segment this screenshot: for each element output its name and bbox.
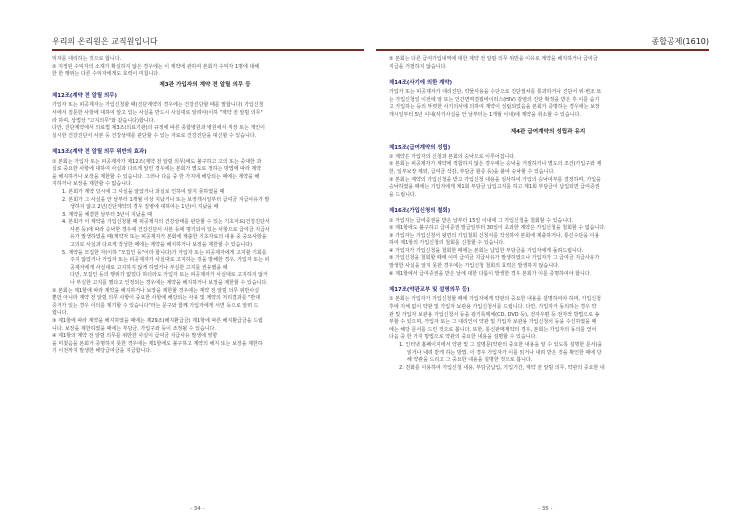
paragraph-line: 관 및 가입자 보관용 가입신청서 등을 광기록매체(CD, DVD 등), 전자우편 등 전자적 방법으로 송 [389, 311, 600, 318]
paragraph-line: 라 하며, 상법상 "고지의무"와 같습니다)합니다. [52, 117, 156, 124]
header-rule-right [376, 49, 709, 51]
chapter-heading: 제3관 가입자의 계약 전 알릴 의무 등 [159, 82, 251, 89]
paragraph-line: 개시일부터 5년 이내(사기사실을 안 날부터는 1개월 이내)에 계약을 취소할 수 있습니다. [389, 112, 581, 119]
paragraph-line: 립니다. [52, 310, 69, 317]
paragraph-line: 실시한 건강진단서 사본 등 건강상태를 판단할 수 있는 자료로 건강진단을 대신할 수 있습니다. [52, 132, 257, 139]
list-item-continuation: 읽거나 내려 받게 하는 방법. 이 경우 가입자가 이를 읽거나 내려 받은 것을 확인한 때에 당 [407, 349, 602, 356]
paragraph-line: 뿐만 아니라 계약 전 알릴 의무 사항이 중요한 사항에 해당되는 사유 및 계약의 처리결과를 "반대 [52, 295, 261, 302]
paragraph-line: ② 본회는 피공제자가 계약에 적합하지 않은 경우에는 승낙을 거절하거나 별도의 조건(가입구좌 제 [389, 161, 602, 168]
paragraph-line: 부할 수 있으며, 가입자 또는 그 대리인이 약관 및 가입자 보관용 가입신청서 등을 수신하였을 때 [389, 319, 597, 326]
paragraph-line: 다만, 진단계약에서 의료법 제3조(의료기관)의 규정에 따른 종합병원과 병원에서 직장 또는 개인이 [52, 125, 265, 132]
list-item-continuation: 다만, 모집인 등의 행위가 없었다 하더라도 가입자 또는 피공제자가 사실대로 고지하지 않거 [70, 272, 268, 279]
list-item: 1. 본회가 계약 당시에 그 사실을 알았거나 과실로 인하여 알지 못하였을 때 [62, 188, 225, 195]
list-item-continuation: 고의로 사실과 다르게 작성한 때에는 계약을 해지하거나 보장을 제한할 수 있습니다) [70, 242, 253, 249]
article-heading: 제13조(계약 전 알릴 의무 위반의 효과) [52, 149, 147, 156]
paragraph-line: ⑤ 가입신청을 철회할 때에 이미 급여금 지급사유가 발생하였으나 가입자가 그 급여금 지급사유가 [389, 255, 600, 262]
paragraph-line: 지하거나 보장을 제한할 수 없습니다. [52, 181, 133, 188]
paragraph-line: ③ 가입자는 가입신청서 뒷면의 가입철회 신청서를 작성하여 본회에 제출하거나, 통신수단을 이용 [389, 232, 600, 239]
paragraph-line: 증거가 있는 경우 이의를 제기할 수 있습니다"라는 문구와 함께 가입자에게 서면 등으로 알려 드 [52, 302, 259, 309]
paragraph-line: 한, 일부보장 제외, 급여금 삭감, 부담금 할증 등)을 붙여 승낙할 수 있습니다. [389, 169, 555, 176]
article-heading: 제16조(가입신청의 철회) [389, 208, 451, 215]
list-item-continuation: 주지 않았거나 가입자 또는 피공제자가 사실대로 고지하는 것을 방해한 경우, 가입자 또는 피 [70, 257, 270, 264]
paragraph-line: 고 가입하는 등의 뚜렷한 사기의사에 의하여 계약이 성립되었음을 본회가 증명하는 경우에는 보장 [389, 104, 600, 111]
running-head-right: 종합공제(1610) [651, 37, 709, 46]
paragraph-line: ⑤ 본회는 다른 급여가입내역에 대한 계약 전 알릴 의무 위반을 이유로 계약을 해지하거나 급여금 [389, 56, 598, 62]
paragraph-line: 에는 해당 문서를 드린 것으로 봅니다. 또한, 통신판매계약의 경우, 본회는 가입자의 동의를 얻어 [389, 326, 597, 333]
article-heading: 제14조(사기에 의한 계약) [389, 80, 453, 87]
page-number-right: - 35 - [538, 506, 553, 512]
paragraph-line: 익자를 대리하는 것으로 합니다. [52, 56, 122, 62]
paragraph-line: ① 계약은 가입자의 신청과 본회의 승낙으로 이루어집니다. [389, 153, 516, 160]
paragraph-line: ① 본회는 가입자 또는 피공제자가 제12조(계약 전 알릴 의무)에도 불구하고 고의 또는 중대한 과 [52, 158, 262, 165]
header-rule-left [52, 49, 364, 51]
paragraph-line: ③ 본회는 계약의 가입신청을 받고 가입신청 내용을 심사하여 가입의 승낙여부를 결정하며, 가입을 [389, 176, 601, 183]
paragraph-line: 가입자 또는 피공제자는 가입신청할 때(진단계약의 경우에는 건강진단할 때를 말합니다) 가입신청 [52, 102, 264, 109]
paragraph-line: ⑥ 제1항에서 급여증권을 받은 날에 대한 다툼이 발생한 경우 본회가 이를 증명하여야 합니다. [389, 270, 592, 277]
paragraph-line: 하여 제1항의 가입신청의 철회를 신청할 수 있습니다. [389, 240, 505, 247]
paragraph-line: 가입자 또는 피공제자가 대리진단, 약물사용을 수단으로 진단절차를 통과하거나 진단서 위·변조 또 [389, 89, 602, 96]
paragraph-line: 기 이전까지 발생한 해당급여금을 지급합니다. [52, 348, 152, 355]
list-item-continuation: 유가 발생하였을 때(계약자 또는 피공제자가 본회에 제출한 기초자료의 내용 중 중요사항을 [70, 234, 267, 241]
list-item: 5. 계약을 모집한 자(이하 "모집인 등"이라 합니다)가 가입자 또는 피공제자에게 고지할 기회를 [62, 249, 267, 256]
paragraph-line: ③ 제1항에 따라 계약을 해지하였을 때에는 제29조(해지환급금) 제1항에 따른 해지환급금을 드립 [52, 318, 263, 324]
list-item: 3. 계약을 체결한 날부터 3년이 지났을 때 [62, 211, 152, 218]
list-item-continuation: 나 부실한 고지를 했다고 인정되는 경우에는 계약을 해지하거나 보장을 제한할 수 있습니다. [70, 280, 268, 287]
paragraph-line: 서에서 질문한 사항에 대하여 알고 있는 사실을 반드시 사실대로 알려야(이하 "계약 전 알릴 의무" [52, 110, 263, 117]
paragraph-line: 지급을 거절하지 않습니다. [389, 63, 447, 70]
list-item-continuation: 생하지 않고 2년(진단계약의 경우 질병에 대하여는 1년)이 지났을 때 [70, 204, 219, 211]
article-heading: 제17조(약관교부 및 설명의무 등) [389, 287, 470, 294]
list-item-continuation: 해 약관을 드리고 그 중요한 내용을 설명한 것으로 봅니다. [407, 357, 533, 364]
paragraph-line: 후에 지체 없이 약관 및 가입자 보관용 가입신청서를 드립니다. 다만, 가입자가 동의하는 경우 약 [389, 303, 597, 310]
list-item: 2. 전화를 이용하여 가입신청 내용, 부담금납입, 가입기간, 계약 전 알릴 의무, 약관의 중요한 내 [399, 364, 605, 371]
paragraph-line: 을 해지하거나 보장을 제한할 수 있습니다. 그러나 다음 중 한 가지에 해당되는 때에는 계약을 해 [52, 173, 260, 180]
paragraph-line: 다음 중 한 가지 방법으로 약관의 중요한 내용을 설명할 수 있습니다. [389, 334, 537, 341]
left-page-body [52, 56, 358, 356]
paragraph-line: 발생한 사실을 알지 못한 경우에는 가입신청 철회의 효력은 발생하지 않습니다. [389, 263, 560, 270]
page-number-left: - 34 - [190, 506, 205, 512]
paragraph-line: ② 제1항에도 불구하고 급여증권 발급일부터 30일이 초과한 계약은 가입신청을 철회할 수 없습니다. [389, 225, 606, 232]
right-page-body [389, 56, 707, 372]
paragraph-line: ① 가입자는 급여증권을 받은 날부터 15일 이내에 그 가입신청을 철회할 수 있습니다. [389, 217, 574, 224]
list-item: 2. 본회가 그 사실을 안 날부터 1개월 이상 지났거나 또는 보장개시일부터 급여금 지급사유가 발 [62, 196, 270, 203]
paragraph-line: ① 본회는 가입자가 가입신청할 때에 가입자에게 약관의 중요한 내용을 설명하여야 하며, 가입신청 [389, 296, 601, 303]
spacer [389, 278, 707, 287]
paragraph-line: ② 지정된 수익자의 소재가 확실하지 않은 경우에는 이 계약에 관하여 본회가 수익자 1명에 대해 [52, 63, 260, 70]
paragraph-line: 실로 중요한 사항에 대하여 사실과 다르게 알린 경우에는 본회가 별도로 정하는 방법에 따라 계약 [52, 166, 262, 173]
right-page [370, 0, 740, 524]
article-heading: 제15조(급여계약의 성립) [389, 144, 451, 151]
paragraph-line: ④ 가입자가 가입신청을 철회한 때에는 본회는 납입한 부담금을 가입자에게 돌려드립니다. [389, 247, 584, 254]
article-heading: 제12조(계약 전 알릴 의무) [52, 93, 117, 100]
spacer [389, 71, 707, 80]
paragraph-line: ② 본회는 제1항에 따라 계약을 해지하거나 보장을 제한할 경우에는 계약 전 알릴 의무 위반사실 [52, 287, 260, 294]
list-item-continuation: 사본 등)에 따라 승낙한 경우에 건강진단서 사본 등에 명기되어 있는 사항으로 급여금 지급사 [70, 226, 270, 233]
list-item-continuation: 공제자에게 사실대로 고지하지 않게 하였거나 부실한 고지를 권유했을 때 [70, 264, 228, 271]
chapter-heading: 제4관 급여계약의 성립과 유지 [510, 128, 586, 135]
running-head-left: 우리의 온리원은 교직원입니다 [52, 37, 158, 46]
paragraph-line: 는 가입신청일 이전에 암 또는 인간면역결핍바이러스(HIV) 감염의 진단 확정을 받은 후 이를 숨기 [389, 96, 600, 103]
paragraph-line: 니다. 보장을 제한하였을 때에는 부담금, 가입구좌 등이 조정될 수 있습니다. [52, 325, 216, 332]
list-item: 4. 본회가 이 계약을 가입신청할 때 피공제자의 건강상태를 판단할 수 있는 기초자료(건강진단서 [62, 219, 270, 226]
paragraph-line: 을 미쳤음을 본회가 증명하지 못한 경우에는 제1항에도 불구하고 계약의 해지 또는 보장을 제한하 [52, 340, 263, 347]
paragraph-line: ④ 제1항의 계약 전 알릴 의무를 위반한 사실이 급여금 지급사유 발생에 영향 [52, 333, 218, 340]
paragraph-line: 승낙하였을 때에는 가입자에게 제1회 부담금 납입고지를 하고 제1회 부담금이 납입되면 급여증권 [389, 184, 600, 191]
spacer [389, 120, 707, 125]
paragraph-line: 한 한 행위는 다른 수익자에게도 효력이 미칩니다. [52, 71, 160, 78]
list-item: 1. 인터넷 홈페이지에서 약관 및 그 설명문(약관의 중요한 내용을 알 수 있도록 설명한 문서)을 [399, 341, 603, 348]
paragraph-line: 을 드립니다. [389, 191, 417, 198]
